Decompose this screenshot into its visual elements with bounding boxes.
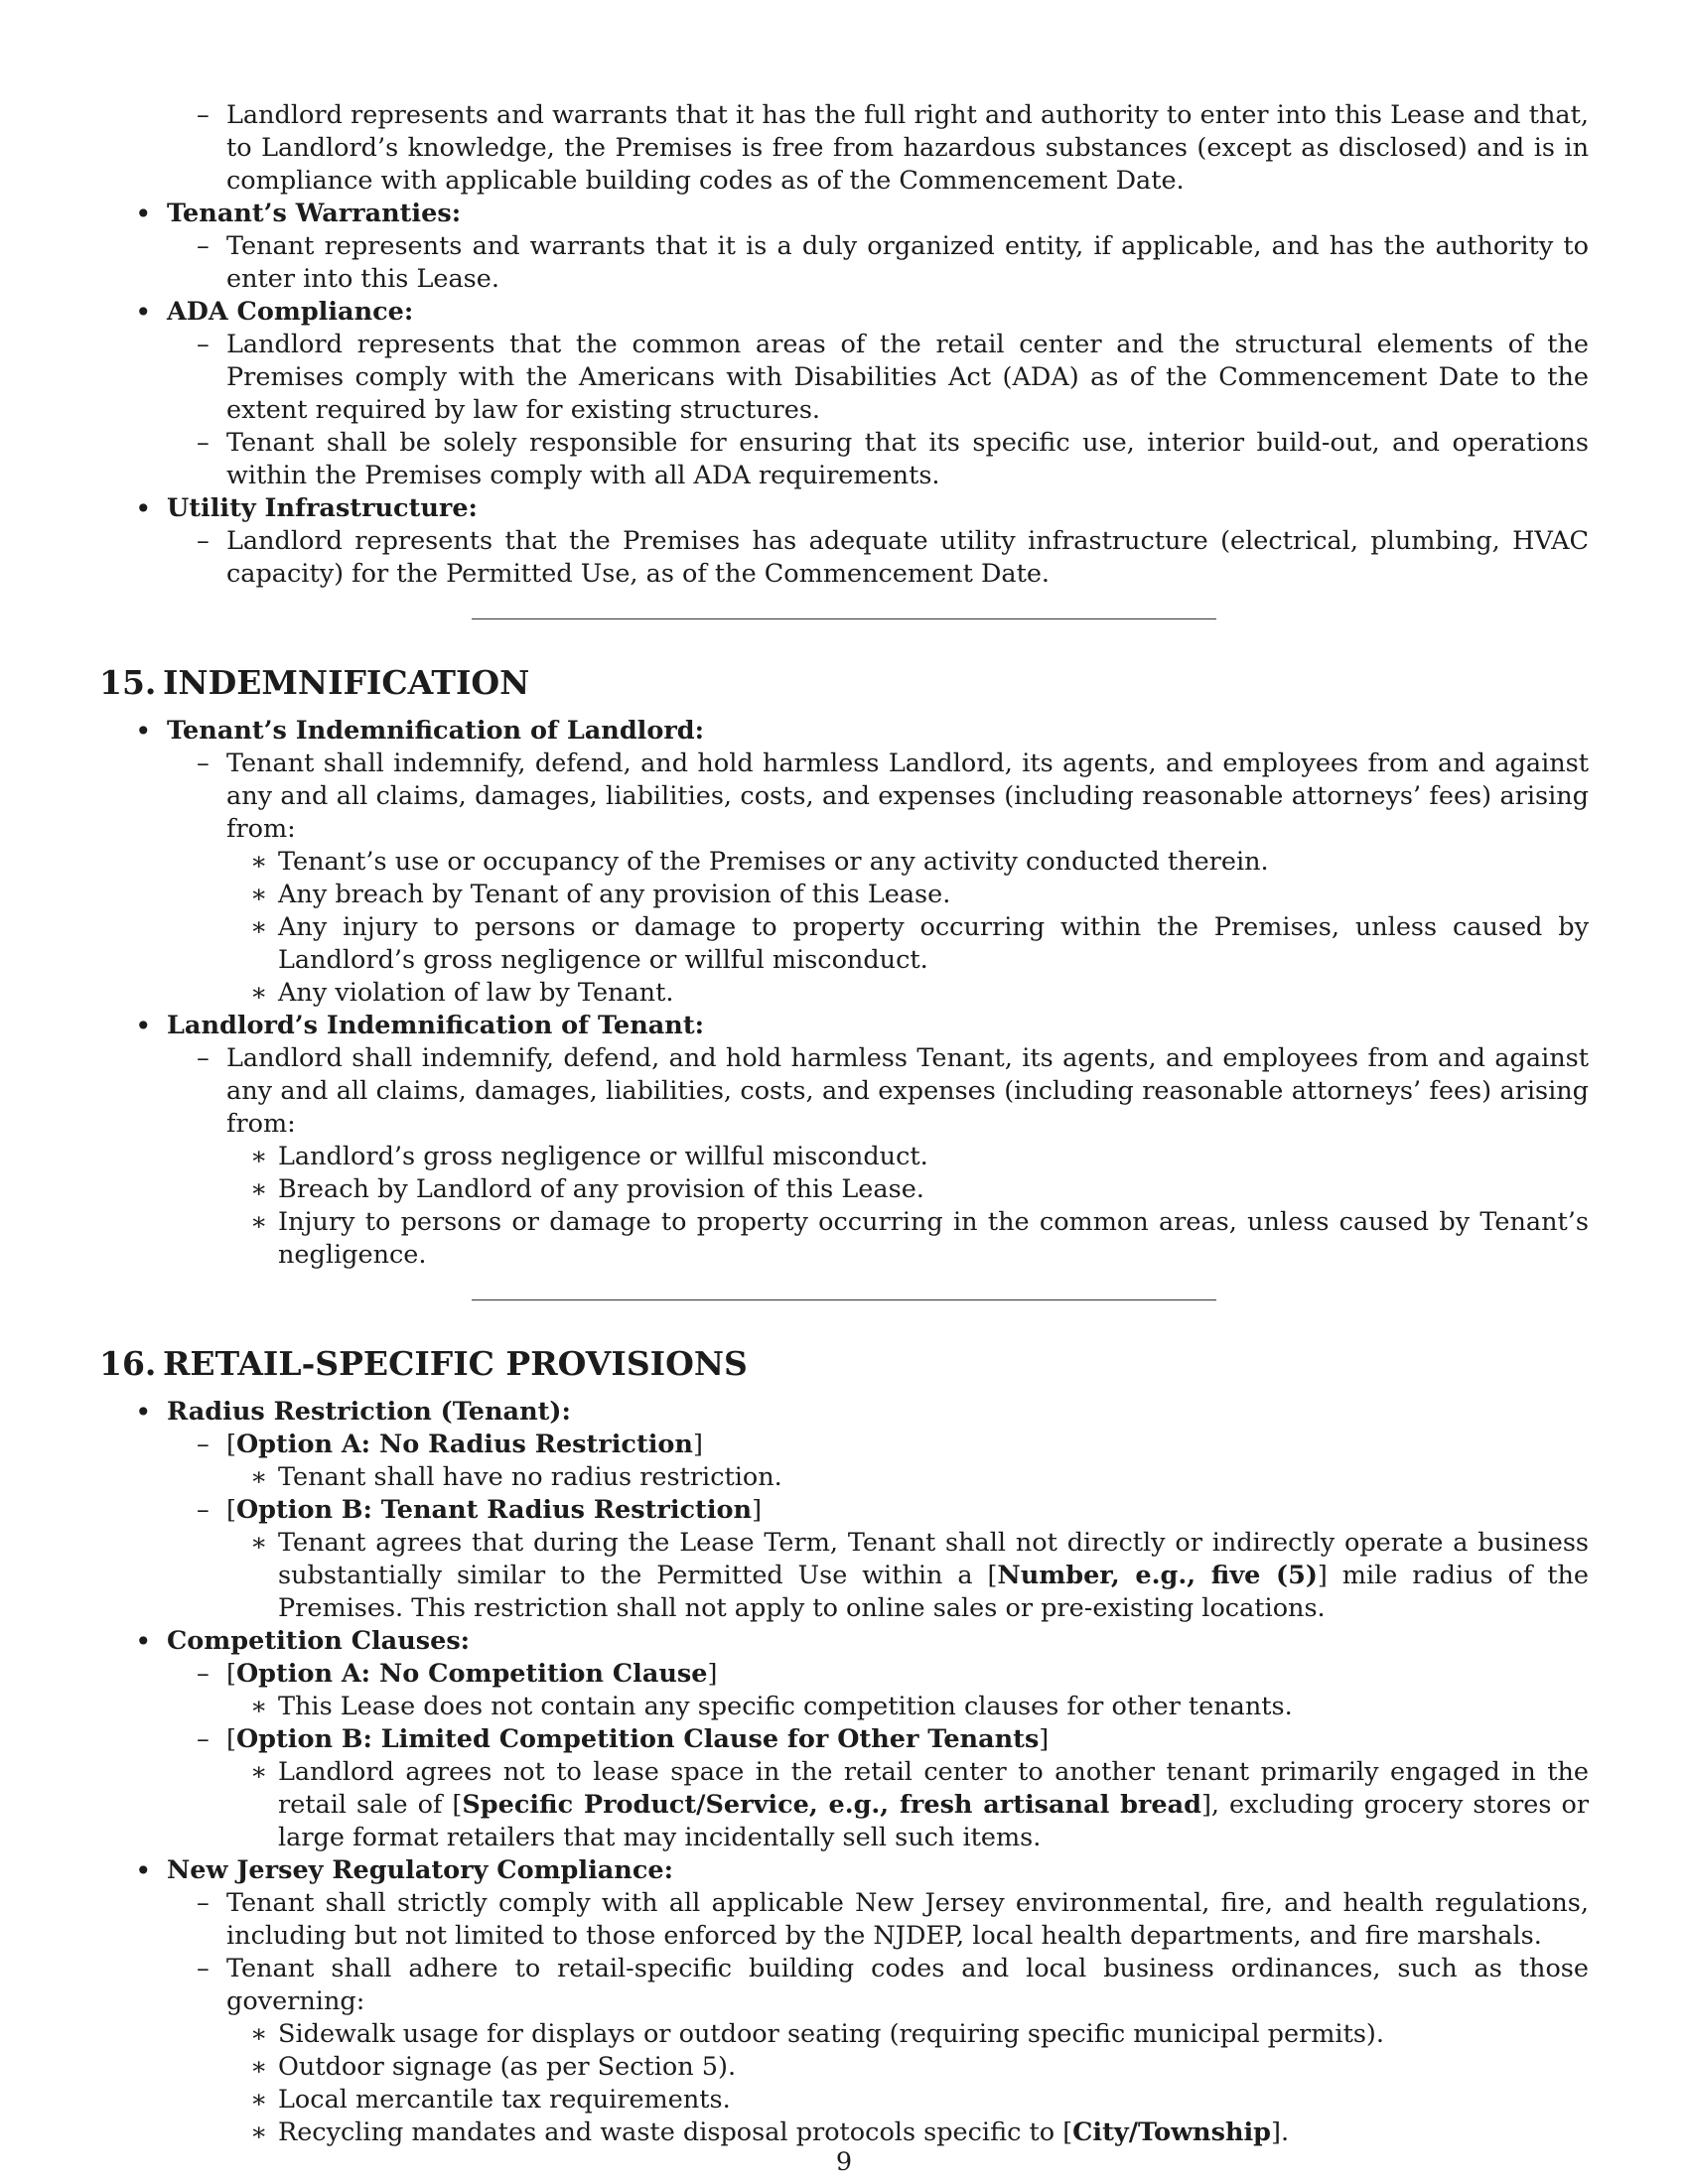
star-marker: ∗ [250, 1174, 268, 1204]
option-label: Option A: No Competition Clause [235, 1659, 708, 1689]
item-text: Tenant’s use or occupancy of the Premises or any activity conducted therein. [278, 847, 1269, 877]
sub-item [99, 2084, 1589, 2116]
bullet-item [99, 1396, 1589, 1429]
sub-item: ∗ Tenant agrees that during the Lease Term, Tenant shall not directly or indirectly operate a business substantially similar to the Permitted Use within a [Number, e.g., five (5)] mile radius of the Premises. This restriction shall not apply to online sales or pre-existing locations. [250, 1528, 1589, 1623]
dash-marker: – [197, 1724, 210, 1754]
bullet-item [99, 492, 1589, 525]
option-label: Option B: Tenant Radius Restriction [235, 1495, 753, 1525]
item-text: Outdoor signage (as per Section 5). [278, 2052, 737, 2082]
star-marker: ∗ [250, 1692, 268, 1721]
section-heading [99, 1344, 1589, 1384]
item-text: Tenant shall indemnify, defend, and hold harmless Landlord, its agents, and employees from and against any and all claims, damages, liabilities, costs, and expenses (including reasonable attorneys’ fees) arising from: [226, 749, 1589, 844]
list-item [99, 329, 1589, 427]
dash-marker: – [197, 100, 210, 130]
option-label: Option A: No Radius Restriction [235, 1430, 693, 1459]
star-marker: ∗ [250, 1757, 268, 1787]
item-text: Breach by Landlord of any provision of this Lease. [278, 1174, 924, 1204]
sub-item [99, 2018, 1589, 2051]
star-marker: ∗ [250, 2019, 268, 2049]
section-number: 16. [99, 1344, 157, 1383]
star-marker: ∗ [250, 1462, 268, 1492]
item-text: Recycling mandates and waste disposal protocols specific to [278, 2117, 1063, 2147]
item-text: Local mercantile tax requirements. [278, 2085, 731, 2115]
bullet-marker: • [135, 1010, 152, 1042]
option-label: Option B: Limited Competition Clause for Other Tenants [235, 1724, 1040, 1754]
list-item: – [Option A: No Radius Restriction] [197, 1430, 703, 1459]
list-item: – [Option A: No Competition Clause] [197, 1659, 718, 1689]
section-title: RETAIL-SPECIFIC PROVISIONS [163, 1344, 748, 1383]
sub-item [99, 2051, 1589, 2084]
page-number: 9 [835, 2147, 853, 2177]
item-text: Any injury to persons or damage to property occurring within the Premises, unless caused by Landlord’s gross negligence or willful misconduct. [278, 912, 1589, 975]
star-marker: ∗ [250, 880, 268, 909]
bullet-item [99, 198, 1589, 230]
item-heading: New Jersey Regulatory Compliance: [167, 1855, 673, 1885]
list-item [99, 1042, 1589, 1141]
list-item [99, 427, 1589, 492]
list-item [99, 1887, 1589, 1953]
star-marker: ∗ [250, 2117, 268, 2147]
item-heading: Landlord’s Indemnification of Tenant: [167, 1011, 705, 1040]
sub-item [99, 977, 1589, 1010]
bullet-marker: • [135, 198, 152, 230]
bullet-marker: • [135, 492, 152, 525]
bullet-marker: • [135, 296, 152, 329]
dash-marker: – [197, 1430, 210, 1459]
item-text: Any violation of law by Tenant. [278, 978, 674, 1008]
star-marker: ∗ [250, 1142, 268, 1171]
section-divider [472, 618, 1216, 619]
sub-item: ∗ Recycling mandates and waste disposal protocols specific to [City/Township]. [250, 2117, 1290, 2147]
section-number: 15. [99, 663, 157, 702]
dash-marker: – [197, 1954, 210, 1983]
list-item [99, 99, 1589, 198]
dash-marker: – [197, 749, 210, 778]
bullet-item [99, 1854, 1589, 1887]
list-item [99, 525, 1589, 591]
item-text: Landlord represents that the common areas of the retail center and the structural elements of the Premises comply with the Americans with Disabilities Act (ADA) as of the Commencement Date to the extent required by law for existing structures. [226, 330, 1589, 425]
item-text: Any breach by Tenant of any provision of this Lease. [278, 880, 951, 909]
item-text: Tenant shall adhere to retail-specific building codes and local business ordinances, such as those governing: [226, 1954, 1589, 2016]
section-divider [472, 1299, 1216, 1300]
star-marker: ∗ [250, 2052, 268, 2082]
list-item [99, 748, 1589, 846]
sub-item [99, 879, 1589, 911]
item-heading: Tenant’s Warranties: [167, 199, 462, 228]
bullet-item [99, 1010, 1589, 1042]
bullet-item [99, 296, 1589, 329]
item-text: Injury to persons or damage to property occurring in the common areas, unless caused by Tenant’s negligence. [278, 1207, 1589, 1270]
section-heading [99, 663, 1589, 703]
sub-item [99, 846, 1589, 879]
sub-item [99, 1691, 1589, 1723]
item-text: Sidewalk usage for displays or outdoor seating (requiring specific municipal permits). [278, 2019, 1384, 2049]
item-heading: Utility Infrastructure: [167, 493, 478, 523]
bullet-item [99, 1625, 1589, 1658]
dash-marker: – [197, 1888, 210, 1918]
sub-item [99, 1141, 1589, 1173]
bullet-marker: • [135, 1396, 152, 1429]
item-text: mile radius of the Premises. This restriction shall not apply to online sales or pre-existing locations. [278, 1561, 1589, 1623]
item-heading: Competition Clauses: [167, 1626, 471, 1656]
star-marker: ∗ [250, 1207, 268, 1237]
sub-item [99, 1461, 1589, 1494]
item-heading: Radius Restriction (Tenant): [167, 1397, 571, 1427]
dash-marker: – [197, 1043, 210, 1073]
sub-item: ∗ Landlord agrees not to lease space in the retail center to another tenant primarily engaged in the retail sale of [Specific Product/Service, e.g., fresh artisanal bread], excluding grocery stores or large format retailers that may incidentally sell such items. [250, 1757, 1590, 1852]
item-heading: Tenant’s Indemnification of Landlord: [167, 716, 705, 746]
placeholder-field: City/Township [1072, 2117, 1271, 2147]
dash-marker: – [197, 526, 210, 556]
item-text: Landlord shall indemnify, defend, and hold harmless Tenant, its agents, and employees from and against any and all claims, damages, liabilities, costs, and expenses (including reasonable attorneys’ fees) arising from: [226, 1043, 1589, 1139]
page-content [99, 99, 1589, 2149]
item-text: Tenant agrees that during the Lease Term, Tenant shall not directly or indirectly operate a business substantially similar to the Permitted Use within a [278, 1528, 1589, 1590]
item-text: Tenant shall be solely responsible for ensuring that its specific use, interior build-out, and operations within the Premises comply with all ADA requirements. [226, 428, 1589, 490]
sub-item [99, 1173, 1589, 1206]
star-marker: ∗ [250, 2085, 268, 2115]
item-text: Landlord’s gross negligence or willful misconduct. [278, 1142, 928, 1171]
dash-marker: – [197, 231, 210, 261]
item-text: , excluding grocery stores or large format retailers that may incidentally sell such items. [278, 1790, 1590, 1852]
list-item [99, 230, 1589, 296]
bullet-marker: • [135, 715, 152, 748]
dash-marker: – [197, 1495, 210, 1525]
item-text: Landlord represents and warrants that it has the full right and authority to enter into this Lease and that, to Landlord’s knowledge, the Premises is free from hazardous substances (except as disclosed) and is in compliance with applicable building codes as of the Commencement Date. [226, 100, 1589, 196]
dash-marker: – [197, 1659, 210, 1689]
bullet-marker: • [135, 1854, 152, 1887]
placeholder-field: Specific Product/Service, e.g., fresh artisanal bread [462, 1790, 1201, 1820]
list-item [99, 1953, 1589, 2018]
item-text: This Lease does not contain any specific competition clauses for other tenants. [278, 1692, 1293, 1721]
item-text: Landlord agrees not to lease space in the retail center to another tenant primarily engaged in the retail sale of [278, 1757, 1589, 1820]
star-marker: ∗ [250, 1528, 268, 1558]
list-item: – [Option B: Limited Competition Clause for Other Tenants] [197, 1724, 1050, 1754]
dash-marker: – [197, 428, 210, 458]
placeholder-field: Number, e.g., five (5) [997, 1561, 1318, 1590]
item-text: Tenant represents and warrants that it is a duly organized entity, if applicable, and has the authority to enter into this Lease. [226, 231, 1589, 294]
bullet-item [99, 715, 1589, 748]
item-text: Tenant shall have no radius restriction. [278, 1462, 782, 1492]
item-text: Landlord represents that the Premises has adequate utility infrastructure (electrical, plumbing, HVAC capacity) for the Permitted Use, as of the Commencement Date. [226, 526, 1589, 589]
star-marker: ∗ [250, 978, 268, 1008]
item-text: . [1280, 2117, 1290, 2147]
list-item: – [Option B: Tenant Radius Restriction] [197, 1495, 763, 1525]
section-title: INDEMNIFICATION [163, 663, 530, 702]
sub-item [99, 1206, 1589, 1272]
item-heading: ADA Compliance: [167, 297, 414, 327]
item-text: Tenant shall strictly comply with all applicable New Jersey environmental, fire, and health regulations, including but not limited to those enforced by the NJDEP, local health departments, and fire marshals. [226, 1888, 1589, 1951]
dash-marker: – [197, 330, 210, 359]
bullet-marker: • [135, 1625, 152, 1658]
star-marker: ∗ [250, 847, 268, 877]
sub-item [99, 911, 1589, 977]
star-marker: ∗ [250, 912, 268, 942]
